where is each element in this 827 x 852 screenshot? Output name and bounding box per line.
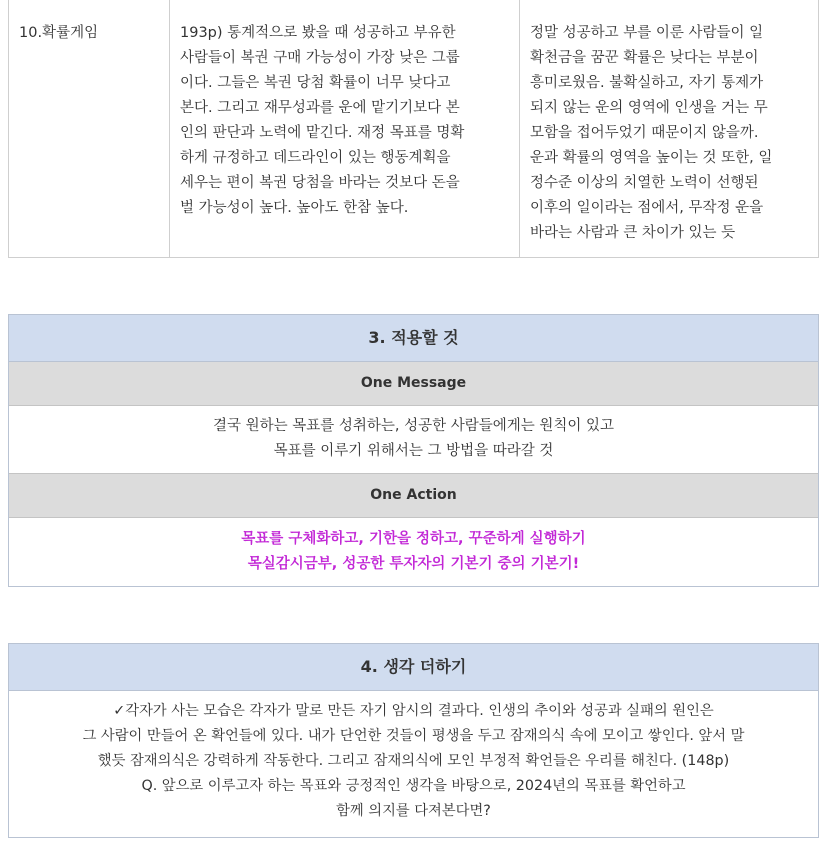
chapter-title-cell: 10.확률게임 — [9, 0, 170, 257]
one-message-label: One Message — [9, 362, 818, 406]
add-thoughts-header: 4. 생각 더하기 — [9, 644, 818, 691]
one-action-label: One Action — [9, 474, 818, 518]
book-quote-cell: 193p) 통계적으로 봤을 때 성공하고 부유한 사람들이 복권 구매 가능성이 가장 낮은 그룹 이다. 그들은 복권 당첨 확률이 너무 낮다고 본다. 그리고 재무성과를 운에 맡기기보다 본 인의 판단과 노력에 맡긴다. 재정 목표를 명확 하게 규정하고 데드라인이 있는 행동계획을 세우는 편이 복권 당첨을 바라는 것보다 돈을 벌 가능성이 높다. 높아도 한참 높다. — [170, 0, 520, 257]
reading-notes-table-row — [8, 0, 819, 258]
apply-section — [8, 314, 819, 587]
add-thoughts-text: ✓각자가 사는 모습은 각자가 말로 만든 자기 암시의 결과다. 인생의 추이와 성공과 실패의 원인은 그 사람이 만들어 온 확언들에 있다. 내가 단언한 것들이 평생을 두고 잠재의식 속에 모이고 쌓인다. 앞서 말 했듯 잠재의식은 강력하게 작동한다. 그리고 잠재의식에 모인 부정적 확언들은 우리를 해친다. (148p) Q. 앞으로 이루고자 하는 목표와 긍정적인 생각을 바탕으로, 2024년의 목표를 확언하고 함께 의지를 다져본다면? — [82, 703, 745, 819]
one-message-text: 결국 원하는 목표를 성취하는, 성공한 사람들에게는 원칙이 있고 목표를 이루기 위해서는 그 방법을 따라갈 것 — [9, 406, 818, 474]
one-action-text: 목표를 구체화하고, 기한을 정하고, 꾸준하게 실행하기 목실감시금부, 성공한 투자자의 기본기 중의 기본기! — [241, 531, 586, 572]
add-thoughts-section — [8, 643, 819, 838]
reflection-cell: 정말 성공하고 부를 이룬 사람들이 일 확천금을 꿈꾼 확률은 낮다는 부분이 흥미로웠음. 불확실하고, 자기 통제가 되지 않는 운의 영역에 인생을 거는 무 모함을 접어두었기 때문이지 않을까. 운과 확률의 영역을 높이는 것 또한, 일 정수준 이상의 치열한 노력이 선행된 이후의 일이라는 점에서, 무작정 운을 바라는 사람과 큰 차이가 있는 듯 — [530, 25, 773, 241]
apply-section-header: 3. 적용할 것 — [9, 315, 818, 362]
